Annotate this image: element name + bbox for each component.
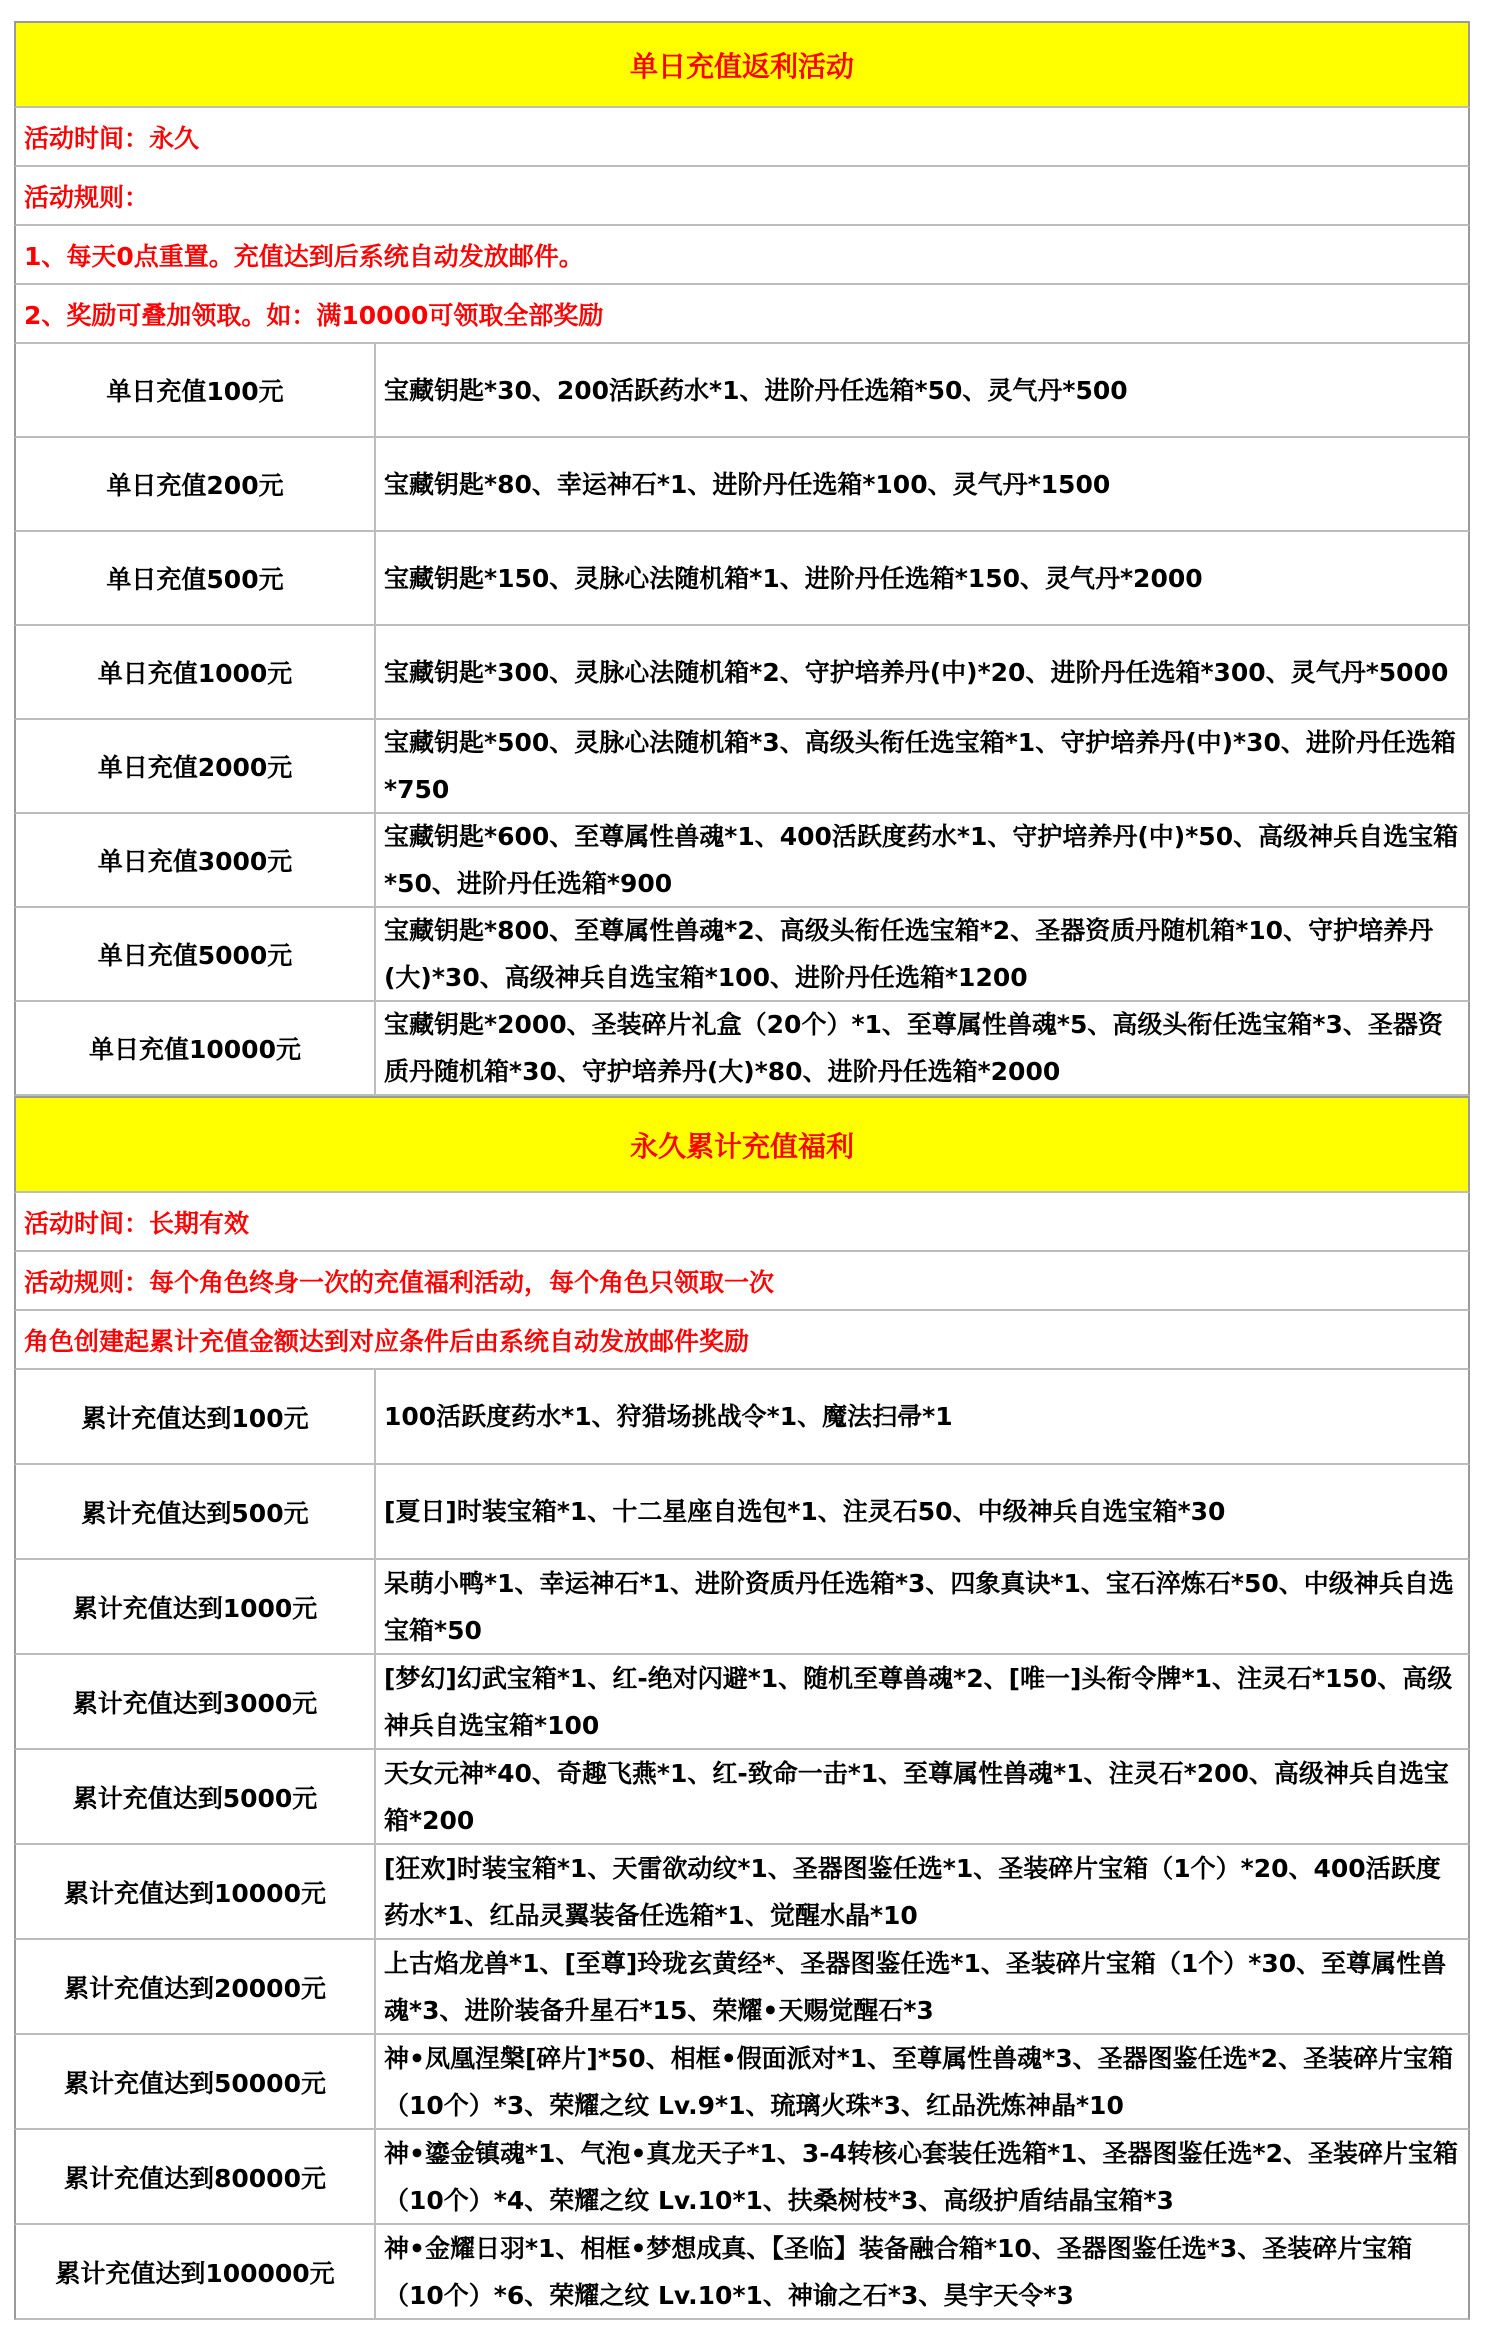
tier-reward: [梦幻]幻武宝箱*1、红-绝对闪避*1、随机至尊兽魂*2、[唯一]头衔令牌*1、注灵石*150、高级神兵自选宝箱*100 — [384, 1663, 1453, 1740]
tier-label: 累计充值达到3000元 — [16, 1655, 376, 1748]
table-row — [14, 2130, 1470, 2225]
tier-reward: 100活跃度药水*1、狩猎场挑战令*1、魔法扫帚*1 — [384, 1402, 953, 1431]
table-row — [14, 908, 1470, 1002]
table-row — [14, 2225, 1470, 2320]
tier-reward: 宝藏钥匙*800、至尊属性兽魂*2、高级头衔任选宝箱*2、圣器资质丹随机箱*10、守护培养丹(大)*30、高级神兵自选宝箱*100、进阶丹任选箱*1200 — [384, 916, 1434, 992]
table-row — [14, 532, 1470, 626]
tier-reward: 宝藏钥匙*500、灵脉心法随机箱*3、高级头衔任选宝箱*1、守护培养丹(中)*30、进阶丹任选箱*750 — [384, 728, 1456, 804]
table-row — [14, 2035, 1470, 2130]
section2-rules: 活动规则：每个角色终身一次的充值福利活动，每个角色只领取一次 — [14, 1252, 1470, 1311]
table-row — [14, 438, 1470, 532]
table-row — [14, 1750, 1470, 1845]
table-row — [14, 1655, 1470, 1750]
section1-rules-heading: 活动规则： — [14, 167, 1470, 226]
tier-reward: 神•金耀日羽*1、相框•梦想成真、【圣临】装备融合箱*10、圣器图鉴任选*3、圣装碎片宝箱（10个）*6、荣耀之纹 Lv.10*1、神谕之石*3、昊宇天令*3 — [384, 2233, 1413, 2310]
tier-label: 累计充值达到80000元 — [16, 2130, 376, 2223]
tier-label: 单日充值100元 — [16, 344, 376, 436]
tier-label: 单日充值5000元 — [16, 908, 376, 1000]
section1-rule-2: 2、奖励可叠加领取。如：满10000可领取全部奖励 — [14, 285, 1470, 344]
tier-reward: 宝藏钥匙*2000、圣装碎片礼盒（20个）*1、至尊属性兽魂*5、高级头衔任选宝箱*3、圣器资质丹随机箱*30、守护培养丹(大)*80、进阶丹任选箱*2000 — [384, 1010, 1443, 1086]
tier-label: 累计充值达到5000元 — [16, 1750, 376, 1843]
tier-reward: 神•凤凰涅槃[碎片]*50、相框•假面派对*1、至尊属性兽魂*3、圣器图鉴任选*2、圣装碎片宝箱（10个）*3、荣耀之纹 Lv.9*1、琉璃火珠*3、红品洗炼神晶*10 — [384, 2043, 1454, 2120]
tier-label: 累计充值达到100元 — [16, 1370, 376, 1463]
table-row — [14, 720, 1470, 814]
tier-label: 累计充值达到50000元 — [16, 2035, 376, 2128]
section2-title: 永久累计充值福利 — [14, 1096, 1470, 1193]
tier-label: 累计充值达到500元 — [16, 1465, 376, 1558]
section1-title: 单日充值返利活动 — [14, 21, 1470, 108]
tier-reward: 宝藏钥匙*150、灵脉心法随机箱*1、进阶丹任选箱*150、灵气丹*2000 — [384, 563, 1203, 593]
table-row — [14, 814, 1470, 908]
tier-reward: [狂欢]时装宝箱*1、天雷欲动纹*1、圣器图鉴任选*1、圣装碎片宝箱（1个）*20、400活跃度药水*1、红品灵翼装备任选箱*1、觉醒水晶*10 — [384, 1853, 1441, 1930]
tier-reward: [夏日]时装宝箱*1、十二星座自选包*1、注灵石50、中级神兵自选宝箱*30 — [384, 1497, 1226, 1526]
tier-reward: 宝藏钥匙*300、灵脉心法随机箱*2、守护培养丹(中)*20、进阶丹任选箱*300、灵气丹*5000 — [384, 657, 1449, 687]
tier-reward: 上古焰龙兽*1、[至尊]玲珑玄黄经*、圣器图鉴任选*1、圣装碎片宝箱（1个）*30、至尊属性兽魂*3、进阶装备升星石*15、荣耀•天赐觉醒石*3 — [384, 1948, 1447, 2025]
tier-label: 单日充值500元 — [16, 532, 376, 624]
tier-reward: 宝藏钥匙*80、幸运神石*1、进阶丹任选箱*100、灵气丹*1500 — [384, 469, 1111, 499]
tier-reward: 神•鎏金镇魂*1、气泡•真龙天子*1、3-4转核心套装任选箱*1、圣器图鉴任选*2、圣装碎片宝箱（10个）*4、荣耀之纹 Lv.10*1、扶桑树枝*3、高级护盾结晶宝箱*3 — [384, 2138, 1459, 2215]
tier-label: 累计充值达到1000元 — [16, 1560, 376, 1653]
section2-condition: 角色创建起累计充值金额达到对应条件后由系统自动发放邮件奖励 — [14, 1311, 1470, 1370]
tier-label: 单日充值10000元 — [16, 1002, 376, 1094]
tier-reward: 宝藏钥匙*30、200活跃药水*1、进阶丹任选箱*50、灵气丹*500 — [384, 375, 1128, 405]
table-row — [14, 1370, 1470, 1465]
section2-time: 活动时间：长期有效 — [14, 1193, 1470, 1252]
table-row — [14, 1002, 1470, 1096]
tier-label: 累计充值达到20000元 — [16, 1940, 376, 2033]
section1-time: 活动时间：永久 — [14, 108, 1470, 167]
tier-label: 累计充值达到10000元 — [16, 1845, 376, 1938]
section1-rule-1: 1、每天0点重置。充值达到后系统自动发放邮件。 — [14, 226, 1470, 285]
table-row — [14, 1940, 1470, 2035]
table-row — [14, 1560, 1470, 1655]
tier-reward: 天女元神*40、奇趣飞燕*1、红-致命一击*1、至尊属性兽魂*1、注灵石*200、高级神兵自选宝箱*200 — [384, 1758, 1449, 1835]
table-row — [14, 626, 1470, 720]
tier-reward: 呆萌小鸭*1、幸运神石*1、进阶资质丹任选箱*3、四象真诀*1、宝石淬炼石*50、中级神兵自选宝箱*50 — [384, 1568, 1454, 1645]
tier-label: 单日充值1000元 — [16, 626, 376, 718]
tier-label: 单日充值2000元 — [16, 720, 376, 812]
tier-label: 累计充值达到100000元 — [16, 2225, 376, 2318]
tier-reward: 宝藏钥匙*600、至尊属性兽魂*1、400活跃度药水*1、守护培养丹(中)*50、高级神兵自选宝箱*50、进阶丹任选箱*900 — [384, 822, 1459, 898]
table-row — [14, 1845, 1470, 1940]
recharge-rewards-sheet — [14, 21, 1470, 2320]
tier-label: 单日充值3000元 — [16, 814, 376, 906]
tier-label: 单日充值200元 — [16, 438, 376, 530]
table-row — [14, 344, 1470, 438]
table-row — [14, 1465, 1470, 1560]
